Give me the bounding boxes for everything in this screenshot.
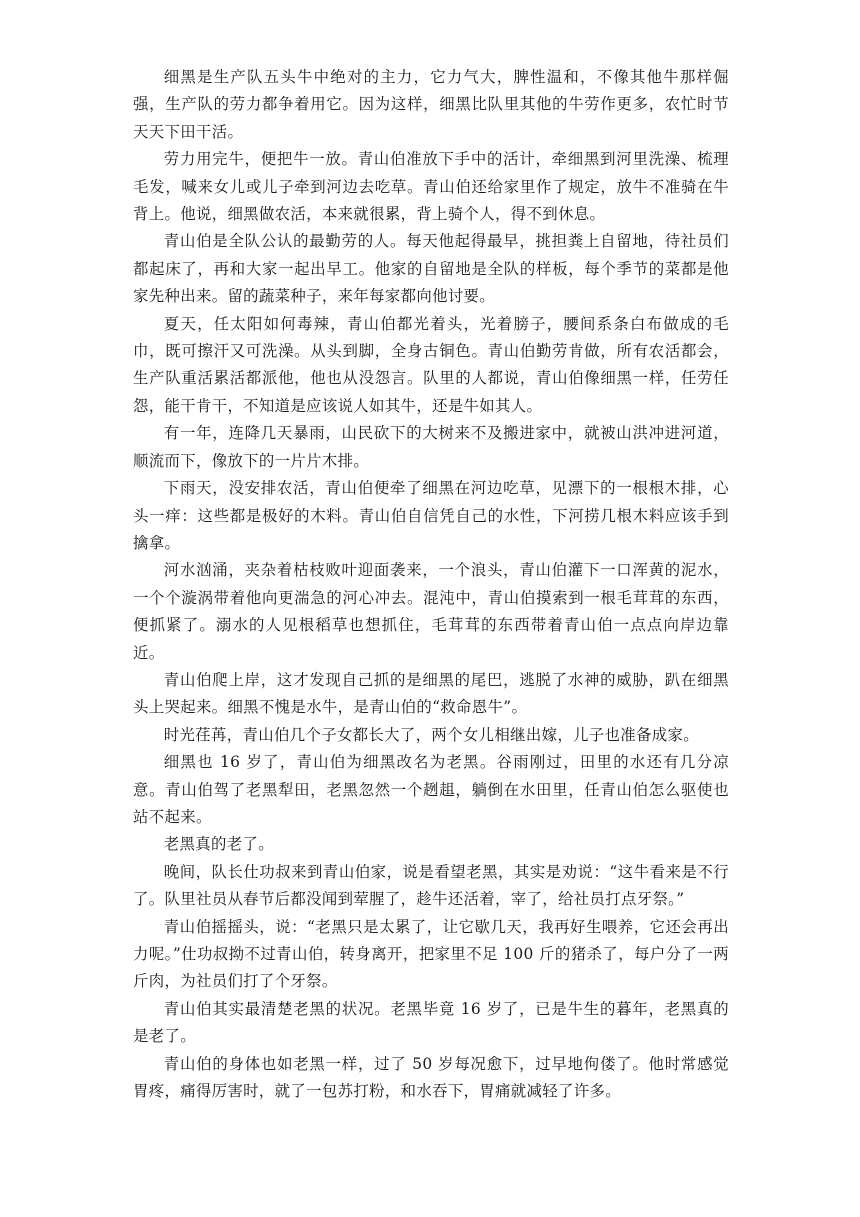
paragraph: 细黑是生产队五头牛中绝对的主力，它力气大，脾性温和，不像其他牛那样倔强，生产队的劳力都争着用它。因为这样，细黑比队里其他的牛劳作更多，农忙时节天天下田干活。 xyxy=(133,68,729,141)
paragraph: 下雨天，没安排农活，青山伯便牵了细黑在河边吃草，见漂下的一根根木排，心头一痒：这些都是极好的木料。青山伯自信凭自己的水性，下河捞几根木料应该手到擒拿。 xyxy=(133,479,729,552)
paragraph: 青山伯爬上岸，这才发现自己抓的是细黑的尾巴，逃脱了水神的威胁，趴在细黑头上哭起来。细黑不愧是水牛，是青山伯的“救命恩牛”。 xyxy=(133,670,729,717)
paragraph: 夏天，任太阳如何毒辣，青山伯都光着头，光着膀子，腰间系条白布做成的毛巾，既可擦汗又可洗澡。从头到脚，全身古铜色。青山伯勤劳肯做，所有农活都会，生产队重活累活都派他，他也从没怨言。队里的人都说，青山伯像细黑一样，任劳任怨，能干肯干，不知道是应该说人如其牛，还是牛如其人。 xyxy=(133,314,729,415)
paragraph: 时光荏苒，青山伯几个子女都长大了，两个女儿相继出嫁，儿子也准备成家。 xyxy=(163,725,699,744)
paragraph: 有一年，连降几天暴雨，山民砍下的大树来不及搬进家中，就被山洪冲进河道，顺流而下，像放下的一片片木排。 xyxy=(133,424,729,470)
article-body xyxy=(133,64,729,1105)
paragraph: 青山伯的身体也如老黑一样，过了 50 岁每况愈下，过早地佝偻了。他时常感觉胃疼，痛得厉害时，就了一包苏打粉，和水吞下，胃痛就减轻了许多。 xyxy=(133,1054,729,1101)
paragraph: 劳力用完牛，便把牛一放。青山伯准放下手中的活计，牵细黑到河里洗澡、梳理毛发，喊来女儿或儿子牵到河边去吃草。青山伯还给家里作了规定，放牛不准骑在牛背上。他说，细黑做农活，本来就很累，背上骑个人，得不到休息。 xyxy=(133,150,729,224)
paragraph: 细黑也 16 岁了，青山伯为细黑改名为老黑。谷雨刚过，田里的水还有几分凉意。青山伯驾了老黑犁田，老黑忽然一个趔趄，躺倒在水田里，任青山伯怎么驱使也站不起来。 xyxy=(133,753,729,826)
paragraph: 晚间，队长仕功叔来到青山伯家，说是看望老黑，其实是劝说：“这牛看来是不行了。队里社员从春节后都没闻到荤腥了，趁牛还活着，宰了，给社员打点牙祭。” xyxy=(133,862,729,909)
paragraph: 青山伯是全队公认的最勤劳的人。每天他起得最早，挑担粪上自留地，待社员们都起床了，再和大家一起出早工。他家的自留地是全队的样板，每个季节的菜都是他家先种出来。留的蔬菜种子，来年每家都向他讨要。 xyxy=(133,232,729,306)
paragraph: 老黑真的老了。 xyxy=(163,835,274,854)
paragraph: 青山伯摇摇头，说：“老黑只是太累了，让它歇几天，我再好生喂养，它还会再出力呢。”仕功叔拗不过青山伯，转身离开，把家里不足 100 斤的猪杀了，每户分了一两斤肉，为社员们打了个牙祭。 xyxy=(133,917,729,991)
paragraph: 青山伯其实最清楚老黑的状况。老黑毕竟 16 岁了，已是牛生的暮年，老黑真的是老了。 xyxy=(133,999,729,1046)
paragraph: 河水汹涌，夹杂着枯枝败叶迎面袭来，一个浪头，青山伯灌下一口浑黄的泥水，一个个漩涡带着他向更湍急的河心冲去。混沌中，青山伯摸索到一根毛茸茸的东西，便抓紧了。溺水的人见根稻草也想抓住，毛茸茸的东西带着青山伯一点点向岸边靠近。 xyxy=(133,561,729,662)
